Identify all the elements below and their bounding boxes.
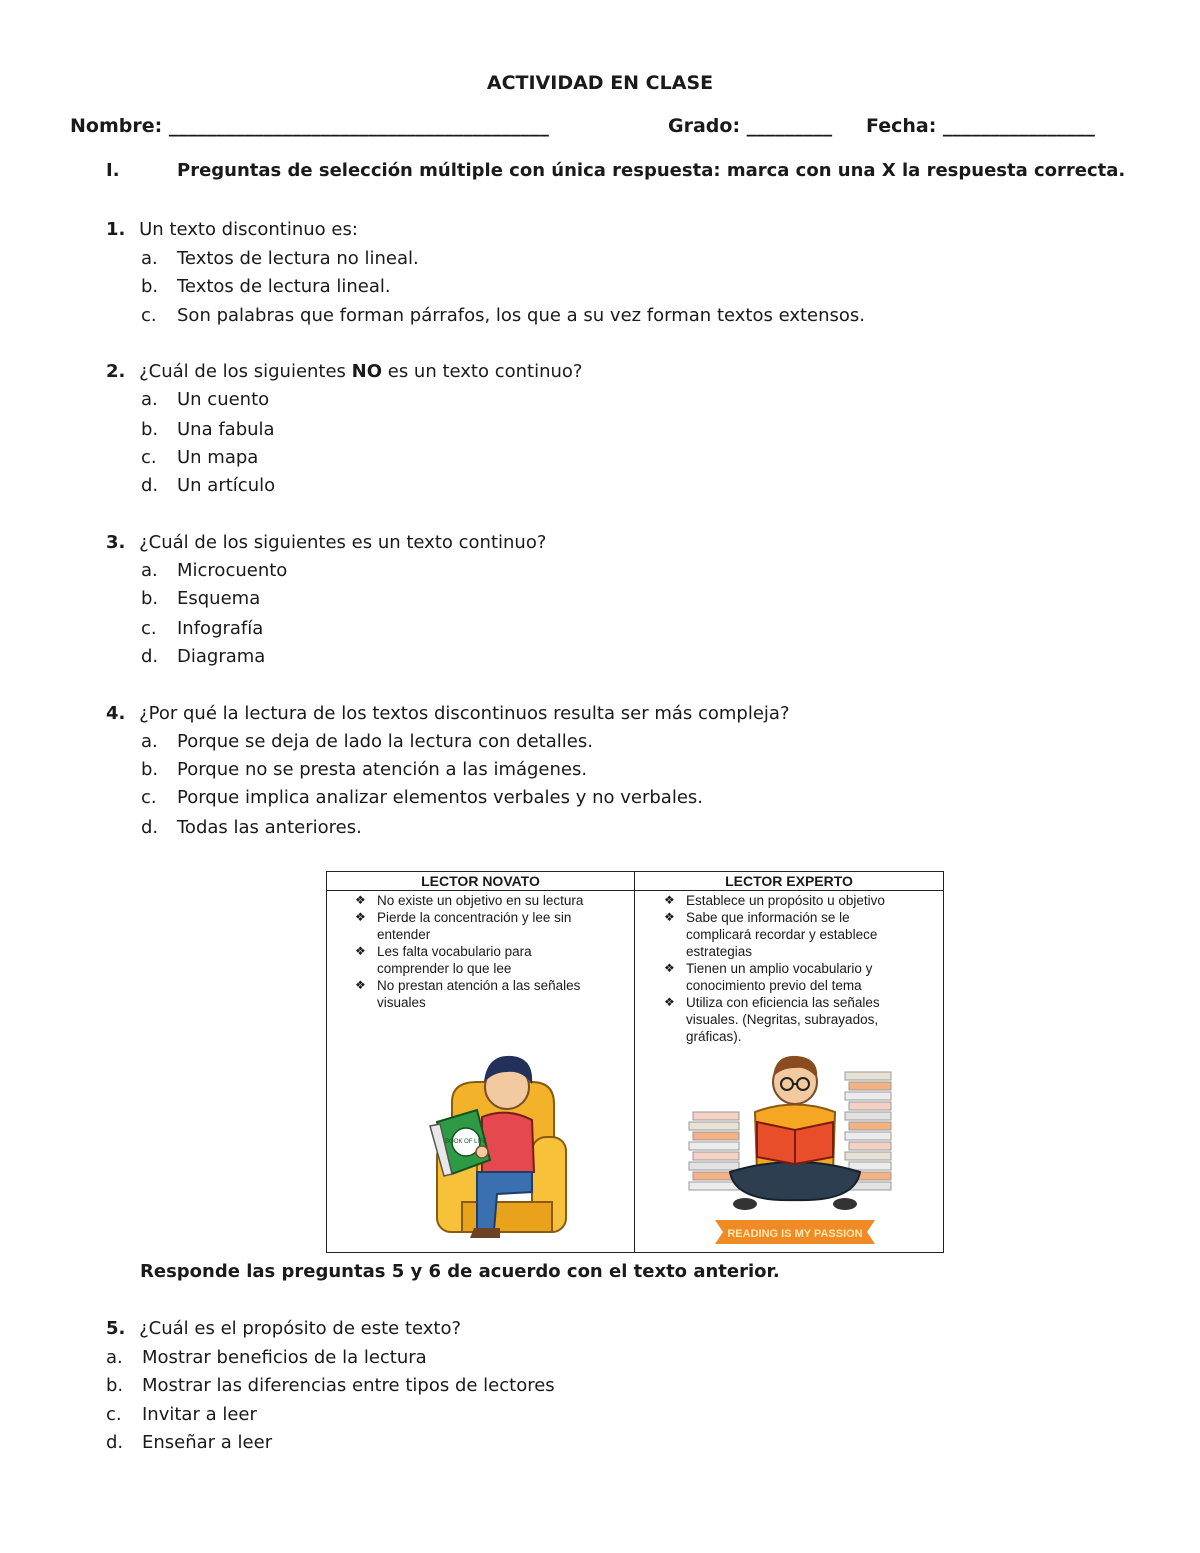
option-5c[interactable] [106,1404,706,1432]
option-5d[interactable] [106,1432,706,1460]
question-number: 4. [106,703,126,724]
section-numeral: I. [106,160,120,181]
option-text: Porque no se presta atención a las imágenes. [177,759,588,780]
option-letter: d. [106,1432,124,1453]
option-text: Enseñar a leer [142,1432,273,1453]
page-title: ACTIVIDAD EN CLASE [486,72,714,94]
option-text: Un artículo [177,475,276,496]
option-3b[interactable] [141,588,741,616]
question-number: 1. [106,219,126,240]
bullet-diamond-icon: ❖ [355,910,366,924]
option-3c[interactable] [141,618,741,646]
option-text: Textos de lectura lineal. [177,276,391,297]
bullet-diamond-icon: ❖ [664,910,675,924]
option-text: Todas las anteriores. [177,817,362,838]
option-letter: c. [106,1404,122,1425]
novato-item-text: No prestan atención a las señales visuales [377,978,581,1010]
bullet-diamond-icon: ❖ [664,893,675,907]
option-text: Microcuento [177,560,288,581]
experto-item-text: Utiliza con eficiencia las señales visuales. (Negritas, subrayados, gráficas). [686,995,880,1044]
option-letter: c. [141,447,157,468]
option-1a[interactable] [141,248,1041,276]
bullet-diamond-icon: ❖ [355,978,366,992]
experto-item-text: Tienen un amplio vocabulario y conocimiento previo del tema [686,961,873,993]
respond-instruction: Responde las preguntas 5 y 6 de acuerdo con el texto anterior. [140,1261,780,1282]
experto-item [664,909,916,960]
bullet-diamond-icon: ❖ [355,893,366,907]
novice-reader-illustration [382,1042,582,1242]
novato-item [355,977,617,1011]
option-letter: c. [141,305,157,326]
experto-item-text: Sabe que información se le complicará recordar y establece estrategias [686,910,878,959]
option-2d[interactable] [141,475,741,503]
option-text: Un cuento [177,389,270,410]
option-text: Son palabras que forman párrafos, los que a su vez forman textos extensos. [177,305,866,326]
novato-item [355,909,607,943]
question-text: Un texto discontinuo es: [139,219,358,240]
experto-heading: LECTOR EXPERTO [635,872,943,891]
option-5b[interactable] [106,1375,706,1403]
option-text: Diagrama [177,646,266,667]
option-letter: b. [141,276,159,297]
bullet-diamond-icon: ❖ [664,961,675,975]
option-letter: a. [141,560,158,581]
question-number: 5. [106,1318,126,1339]
novato-item [355,892,627,909]
grado-field[interactable]: Grado: _________ [668,115,833,137]
book-cover-text: BOOK OF LIFE [445,1139,487,1145]
novato-item [355,943,577,977]
section-instruction: Preguntas de selección múltiple con única respuesta: marca con una X la respuesta correcta. [177,160,1126,181]
experto-item [664,960,916,994]
experto-column [635,872,943,1252]
option-text: Infografía [177,618,264,639]
option-2b[interactable] [141,419,741,447]
expert-reader-illustration [685,1042,900,1252]
novato-item-text: Pierde la concentración y lee sin entender [377,910,572,942]
option-text: Porque se deja de lado la lectura con detalles. [177,731,593,752]
fecha-field[interactable]: Fecha: ________________ [866,115,1095,137]
question-text-after: es un texto continuo? [382,361,583,382]
option-letter: a. [106,1347,123,1368]
option-letter: d. [141,817,159,838]
option-text: Mostrar beneficios de la lectura [142,1347,427,1368]
question-text: ¿Por qué la lectura de los textos discontinuos resulta ser más compleja? [139,703,790,724]
reader-comparison-table [326,871,944,1253]
option-text: Una fabula [177,419,275,440]
passion-banner-text: READING IS MY PASSION [727,1228,863,1240]
option-text: Mostrar las diferencias entre tipos de lectores [142,1375,555,1396]
question-5 [106,1318,461,1339]
option-letter: d. [141,475,159,496]
option-3d[interactable] [141,646,741,674]
option-letter: b. [141,759,159,780]
nombre-field[interactable]: Nombre: ________________________________________ [70,115,549,137]
bullet-diamond-icon: ❖ [664,995,675,1009]
experto-item [664,892,936,909]
option-text: Un mapa [177,447,259,468]
experto-item [664,994,926,1045]
option-text: Porque implica analizar elementos verbales y no verbales. [177,787,703,808]
option-1b[interactable] [141,276,1041,304]
option-1c[interactable] [141,305,1041,333]
novato-item-text: Les falta vocabulario para comprender lo que lee [377,944,532,976]
question-2 [106,361,582,382]
question-text: ¿Cuál de los siguientes es un texto continuo? [139,532,547,553]
novato-column [327,872,635,1252]
option-2c[interactable] [141,447,741,475]
option-text: Invitar a leer [142,1404,257,1425]
option-letter: a. [141,248,158,269]
question-text: ¿Cuál es el propósito de este texto? [139,1318,462,1339]
option-5a[interactable] [106,1347,706,1375]
question-text-emphasis: NO [351,361,383,382]
option-letter: a. [141,389,158,410]
question-number: 3. [106,532,126,553]
question-3 [106,532,546,553]
option-letter: b. [141,419,159,440]
bullet-diamond-icon: ❖ [355,944,366,958]
option-letter: a. [141,731,158,752]
option-4a[interactable] [141,731,841,759]
option-letter: c. [141,618,157,639]
question-text-before: ¿Cuál de los siguientes [139,361,352,382]
option-text: Esquema [177,588,261,609]
experto-item-text: Establece un propósito u objetivo [686,893,885,908]
option-text: Textos de lectura no lineal. [177,248,419,269]
novato-heading: LECTOR NOVATO [327,872,634,891]
question-number: 2. [106,361,126,382]
option-3a[interactable] [141,560,741,588]
question-4 [106,703,790,724]
novato-item-text: No existe un objetivo en su lectura [377,893,584,908]
option-4d[interactable] [141,817,841,845]
option-2a[interactable] [141,389,741,417]
question-1 [106,219,358,240]
option-4c[interactable] [141,787,841,815]
option-letter: d. [141,646,159,667]
option-4b[interactable] [141,759,841,787]
option-letter: b. [106,1375,124,1396]
option-letter: c. [141,787,157,808]
option-letter: b. [141,588,159,609]
